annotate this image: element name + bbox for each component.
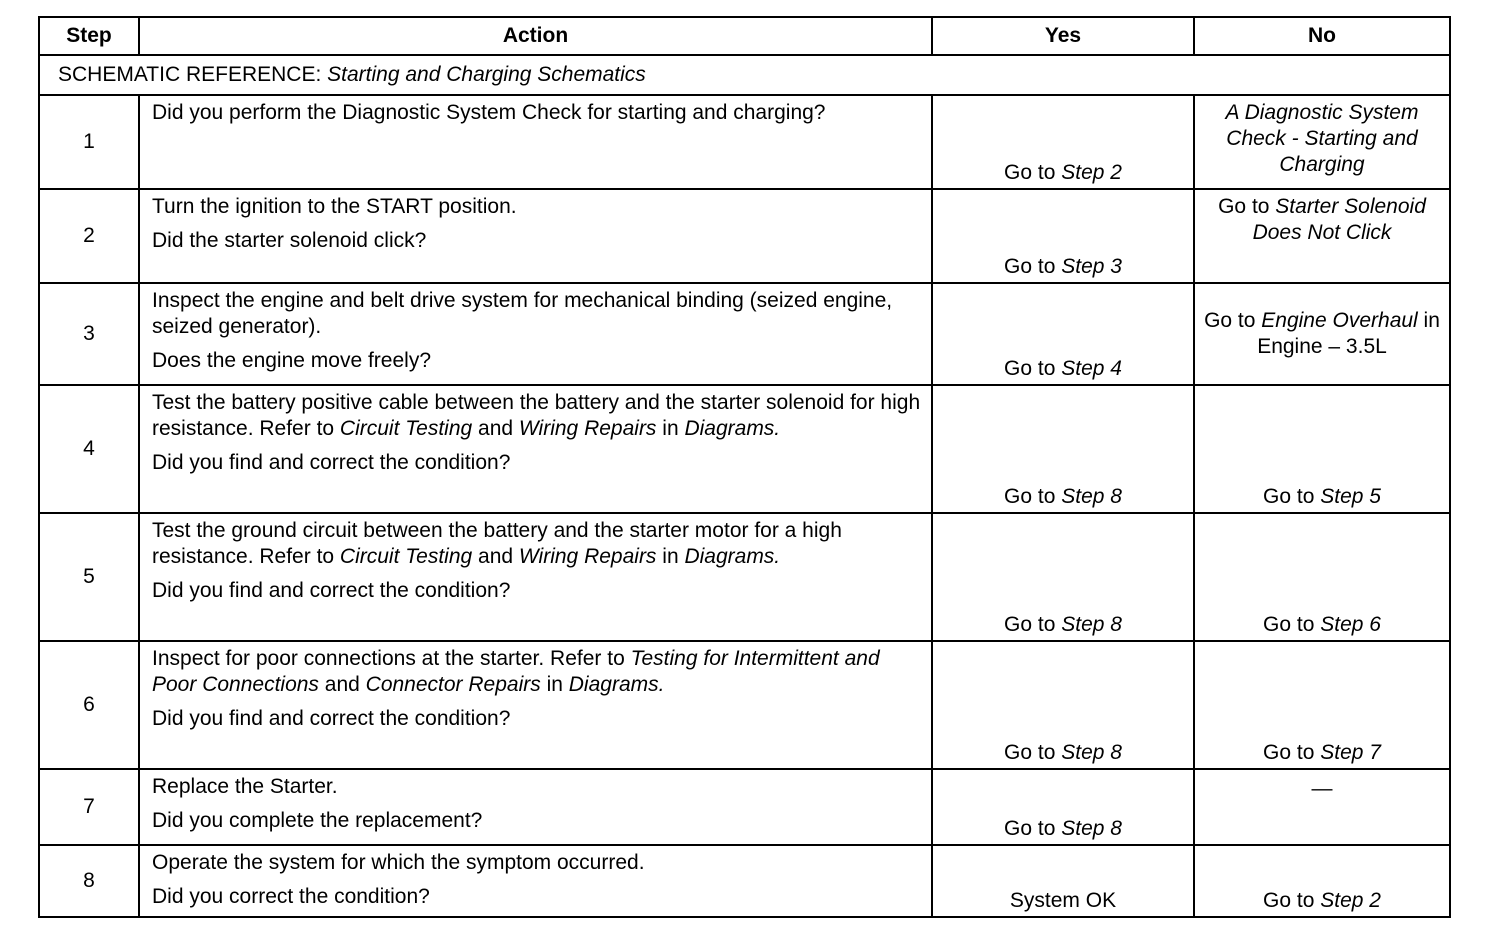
action-cell — [139, 189, 932, 283]
no-cell: Go to Step 6 — [1194, 513, 1450, 641]
no-cell — [1194, 95, 1450, 189]
step-number: 2 — [39, 189, 139, 283]
diagnostic-table — [38, 16, 1451, 918]
step-number: 1 — [39, 95, 139, 189]
step-number: 3 — [39, 283, 139, 385]
yes-plain: System OK — [1009, 889, 1117, 912]
table-row — [39, 641, 1450, 769]
yes-cell: Go to Step 3 — [932, 189, 1194, 283]
header-yes: Yes — [932, 17, 1194, 55]
no-ref: Starter Solenoid Does Not Click — [1252, 195, 1426, 244]
no-dash: — — [1311, 777, 1333, 800]
no-cell: Go to Step 5 — [1194, 385, 1450, 513]
action-text: Test the ground circuit between the battery and the starter motor for a high resistance. Refer to Circuit Testing and Wiring Repairs in Diagrams. — [152, 519, 842, 568]
table-row — [39, 769, 1450, 845]
action-text: Turn the ignition to the START position. — [152, 195, 517, 218]
yes-step-ref: Step 3 — [1061, 255, 1122, 278]
yes-cell: Go to Step 4 — [932, 283, 1194, 385]
action-cell — [139, 385, 932, 513]
step-number: 5 — [39, 513, 139, 641]
yes-cell: Go to Step 8 — [932, 769, 1194, 845]
action-cell — [139, 641, 932, 769]
schematic-reference-row — [39, 55, 1450, 95]
step-number: 7 — [39, 769, 139, 845]
step-number: 6 — [39, 641, 139, 769]
yes-step-ref: Step 2 — [1061, 161, 1122, 184]
step-number: 8 — [39, 845, 139, 917]
table-row — [39, 189, 1450, 283]
no-ref: A Diagnostic System Check - Starting and Charging — [1225, 101, 1419, 176]
yes-step-ref: Step 8 — [1061, 485, 1122, 508]
no-cell: Go to Step 2 — [1194, 845, 1450, 917]
reference-label: SCHEMATIC REFERENCE: — [58, 63, 328, 86]
no-cell: Go to Starter Solenoid Does Not Click — [1194, 189, 1450, 283]
header-no: No — [1194, 17, 1450, 55]
action-text: Operate the system for which the symptom occurred. — [152, 851, 645, 874]
no-ref: Step 5 — [1320, 485, 1381, 508]
action-cell — [139, 283, 932, 385]
action-cell — [139, 769, 932, 845]
yes-step-ref: Step 8 — [1061, 741, 1122, 764]
action-text: Replace the Starter. — [152, 775, 338, 798]
action-cell — [139, 513, 932, 641]
yes-cell: Go to Step 8 — [932, 385, 1194, 513]
action-question: Did you complete the replacement? — [152, 809, 483, 832]
yes-cell: Go to Step 8 — [932, 513, 1194, 641]
yes-step-ref: Step 4 — [1061, 357, 1122, 380]
action-question: Did you find and correct the condition? — [152, 579, 511, 602]
no-cell: Go to Step 7 — [1194, 641, 1450, 769]
action-question: Did you find and correct the condition? — [152, 451, 511, 474]
step-number: 4 — [39, 385, 139, 513]
action-question: Did you correct the condition? — [152, 885, 430, 908]
no-ref: Step 7 — [1320, 741, 1381, 764]
yes-step-ref: Step 8 — [1061, 817, 1122, 840]
no-ref: Step 2 — [1320, 889, 1381, 912]
action-cell — [139, 95, 932, 189]
reference-value: Starting and Charging Schematics — [327, 63, 646, 86]
action-text: Inspect the engine and belt drive system for mechanical binding (seized engine, seized generator). — [152, 289, 893, 338]
action-question: Does the engine move freely? — [152, 349, 431, 372]
action-question: Did you find and correct the condition? — [152, 707, 511, 730]
yes-cell — [932, 845, 1194, 917]
table-row — [39, 845, 1450, 917]
action-text: Inspect for poor connections at the starter. Refer to Testing for Intermittent and Poor Connections and Connector Repairs in Diagrams. — [152, 647, 880, 696]
header-row — [39, 17, 1450, 55]
table-row — [39, 513, 1450, 641]
yes-cell: Go to Step 8 — [932, 641, 1194, 769]
action-cell — [139, 845, 932, 917]
header-action: Action — [139, 17, 932, 55]
table-row — [39, 385, 1450, 513]
yes-step-ref: Step 8 — [1061, 613, 1122, 636]
no-cell — [1194, 769, 1450, 845]
table-row — [39, 283, 1450, 385]
no-cell: Go to Engine Overhaul in Engine – 3.5L — [1194, 283, 1450, 385]
table-row — [39, 95, 1450, 189]
action-text: Did you perform the Diagnostic System Check for starting and charging? — [152, 101, 826, 124]
no-ref: Step 6 — [1320, 613, 1381, 636]
action-text: Test the battery positive cable between the battery and the starter solenoid for high resistance. Refer to Circuit Testing and Wiring Repairs in Diagrams. — [152, 391, 921, 440]
action-question: Did the starter solenoid click? — [152, 229, 427, 252]
schematic-reference — [39, 55, 1450, 95]
no-ref: Engine Overhaul — [1261, 309, 1418, 332]
header-step: Step — [39, 17, 139, 55]
yes-cell: Go to Step 2 — [932, 95, 1194, 189]
